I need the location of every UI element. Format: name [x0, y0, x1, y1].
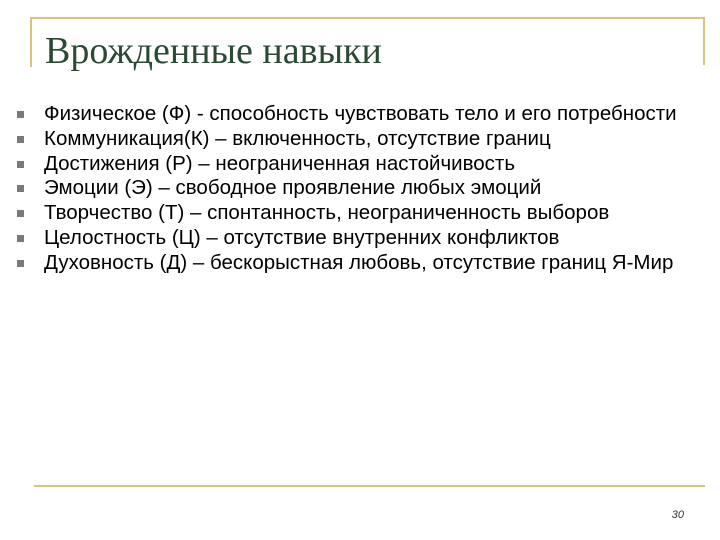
bullet-text: Коммуникация(К) – включенность, отсутствие границ [44, 126, 551, 150]
bullet-text: Физическое (Ф) - способность чувствовать тело и его потребности [44, 102, 677, 125]
left-rule [30, 17, 32, 67]
bullet-item-creativity [17, 201, 707, 226]
page-number: 30 [671, 509, 684, 521]
bullet-item-emotions [17, 176, 707, 201]
bullet-item-spirituality [17, 251, 707, 276]
square-bullet-icon [17, 235, 24, 242]
bullet-list [17, 102, 707, 276]
right-rule [703, 17, 705, 65]
bullet-text: Творчество (Т) – спонтанность, неограниченность выборов [44, 201, 610, 225]
bottom-rule [34, 485, 705, 487]
square-bullet-icon [17, 111, 24, 118]
bullet-text: Эмоции (Э) – свободное проявление любых эмоций [44, 176, 542, 200]
square-bullet-icon [17, 210, 24, 217]
square-bullet-icon [17, 185, 24, 192]
slide-title: Врожденные навыки [45, 30, 382, 72]
square-bullet-icon [17, 161, 24, 168]
bullet-item-physical [17, 102, 707, 127]
square-bullet-icon [17, 260, 24, 267]
square-bullet-icon [17, 136, 24, 143]
bullet-item-integrity [17, 226, 707, 251]
bullet-text: Достижения (Р) – неограниченная настойчивость [44, 151, 515, 175]
bullet-item-communication [17, 127, 707, 152]
top-rule [30, 17, 705, 19]
bullet-text: Духовность (Д) – бескорыстная любовь, отсутствие границ Я-Мир [44, 250, 674, 274]
bullet-item-achievement [17, 152, 707, 177]
bullet-text: Целостность (Ц) – отсутствие внутренних конфликтов [44, 225, 560, 249]
